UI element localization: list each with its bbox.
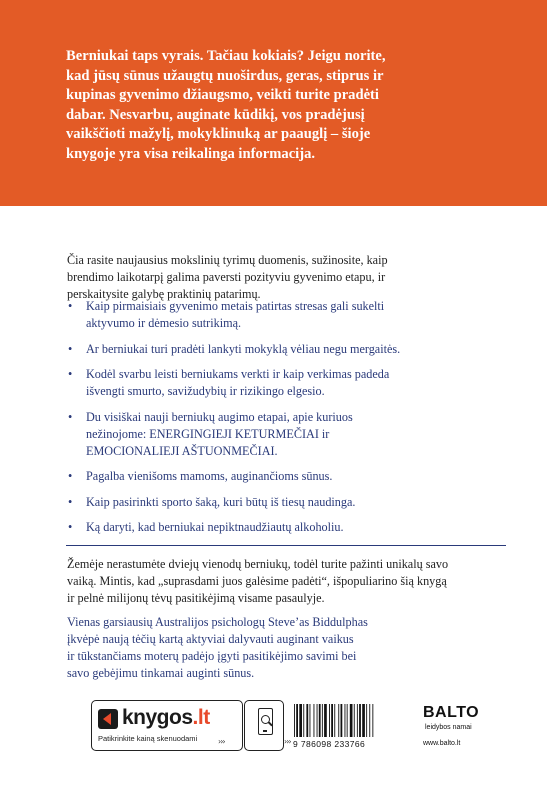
barcode-bar — [329, 704, 330, 737]
barcode-bar — [350, 704, 353, 737]
intro-line: Berniukai taps vyrais. Tačiau kokiais? Jeigu norite, — [66, 48, 386, 64]
barcode-bar — [296, 704, 298, 737]
barcode-bar — [362, 704, 365, 737]
publisher-subtitle: leidybos namai — [425, 724, 472, 731]
bullet-item — [67, 298, 507, 332]
barcode-bar — [317, 704, 318, 737]
bullet-line: nežinojome: ENERGINGIEJI KETURMEČIAI ir — [86, 426, 330, 441]
barcode-bar — [319, 704, 321, 737]
bullet-line: išvengti smurto, savižudybių ir rizikingo elgesio. — [86, 384, 325, 398]
barcode-bar — [314, 704, 315, 737]
knygos-tagline: Patikrinkite kainą skenuodami — [98, 734, 198, 743]
chevron-right-icon: ››› — [284, 737, 291, 746]
barcode-bar — [310, 704, 311, 737]
para-line: Vienas garsiausių Australijos psichologų Steve’as Biddulphas — [67, 615, 368, 629]
feature-bullet-list — [67, 298, 507, 545]
section-divider — [66, 545, 506, 546]
lead-paragraph — [67, 252, 497, 303]
bullet-line: Ar berniukai turi pradėti lankyti mokyklą vėliau negu mergaitės. — [86, 341, 401, 356]
bullet-line: Ką daryti, kad berniukai nepiktnaudžiautų alkoholiu. — [86, 520, 344, 534]
barcode-bar — [334, 704, 335, 737]
intro-blurb — [66, 47, 506, 165]
barcode-bar — [357, 704, 358, 737]
knygos-name: knygos — [122, 706, 193, 729]
bullet-dot-icon: • — [68, 494, 73, 509]
intro-line: kupinas gyvenimo džiaugsmo, veikti turite pradėti — [66, 87, 379, 104]
bullet-line: Kaip pirmaisiais gyvenimo metais patirtas stresas gali sukelti — [86, 299, 385, 313]
barcode-bar — [372, 704, 373, 737]
intro-line: dabar. Nesvarbu, auginate kūdikį, vos pradėjusį — [66, 106, 365, 123]
barcode-bar — [294, 704, 295, 737]
bullet-dot-icon: • — [68, 299, 73, 313]
para-line: vaiką. Mintis, kad „suprasdami juos galėsime padėti“, išpopuliarino šią knygą — [67, 574, 447, 588]
bullet-item — [67, 468, 507, 485]
bullet-dot-icon: • — [68, 520, 73, 534]
bullet-dot-icon: • — [68, 367, 73, 381]
bullet-item — [67, 341, 507, 358]
knygos-logo — [98, 707, 224, 731]
bullet-line: EMOCIONALIEJI AŠTUONMEČIAI. — [86, 443, 278, 458]
barcode-bar — [369, 704, 370, 737]
bullet-line: Pagalba vienišoms mamoms, auginančioms sūnus. — [86, 469, 333, 483]
para-line: įkvėpė naują tėčių kartą aktyviai dalyvauti auginant vaikus — [67, 632, 354, 646]
barcode-bar — [306, 704, 308, 737]
lead-line: brendimo laikotarpį galima paversti pozityviu gyvenimo etapu, ir — [67, 270, 386, 284]
knygos-domain: .lt — [192, 706, 210, 729]
intro-line: kad jūsų sūnus užaugtų nuoširdus, geras, stiprus ir — [66, 67, 384, 84]
publisher-logo — [421, 700, 480, 749]
para-line: ir pelnė milijonų tėvų pasitikėjimą visame pasaulyje. — [67, 591, 325, 605]
author-paragraph — [67, 614, 507, 682]
barcode-bar — [299, 704, 302, 737]
barcode-bar — [354, 704, 355, 737]
barcode-bar — [331, 704, 333, 737]
intro-line: knygoje yra visa reikalinga informacija. — [66, 145, 316, 162]
barcode-bar — [322, 704, 323, 737]
bullet-item — [67, 366, 507, 400]
uniqueness-paragraph — [67, 556, 507, 607]
barcode-bar — [345, 704, 346, 737]
barcode-bar — [359, 704, 361, 737]
bullet-line: Kodėl svarbu leisti berniukams verkti ir kaip verkimas padeda — [86, 367, 390, 381]
barcode-bar — [366, 704, 367, 737]
barcode-bar — [347, 704, 348, 737]
publisher-name: BALTO — [423, 704, 480, 721]
bullet-dot-icon: • — [68, 341, 73, 356]
knygos-badge-icon — [98, 709, 118, 729]
magnifier-icon — [261, 715, 270, 724]
bullet-line: Kaip pasirinkti sporto šaką, kuri būtų iš tiesų naudinga. — [86, 494, 356, 509]
barcode-bar — [338, 704, 339, 737]
bullet-line: aktyvumo ir dėmesio sutrikimą. — [86, 316, 242, 330]
bullet-item — [67, 409, 507, 460]
chevron-right-icon: ››› — [218, 737, 225, 746]
bullet-dot-icon: • — [68, 409, 73, 424]
isbn-number: 9 786098 233766 — [293, 739, 366, 749]
bullet-dot-icon: • — [68, 469, 73, 483]
isbn-barcode — [293, 704, 388, 737]
bullet-item — [67, 519, 507, 536]
para-line: ir tūkstančiams moterų padėjo įgyti pasitikėjimo savimi bei — [67, 649, 357, 663]
lead-line: Čia rasite naujausius mokslinių tyrimų duomenis, sužinosite, kaip — [67, 253, 388, 267]
barcode-bar — [341, 704, 343, 737]
lead-line: perskaitysite galybę praktinių patarimų. — [67, 287, 261, 301]
phone-scan-box — [244, 700, 284, 751]
para-line: Žemėje nerastumėte dviejų vienodų berniukų, todėl turite pažinti unikalų savo — [67, 557, 449, 571]
intro-line: vaikščioti mažylį, mokyklinuką ar paauglį – šioje — [66, 126, 371, 143]
bullet-line: Du visiškai nauji berniukų augimo etapai, apie kuriuos — [86, 409, 353, 424]
barcode-bar — [303, 704, 304, 737]
publisher-url: www.balto.lt — [423, 740, 461, 747]
para-line: savo gebėjimu tinkamai auginti sūnus. — [67, 666, 255, 680]
barcode-bar — [324, 704, 327, 737]
bullet-item — [67, 494, 507, 511]
